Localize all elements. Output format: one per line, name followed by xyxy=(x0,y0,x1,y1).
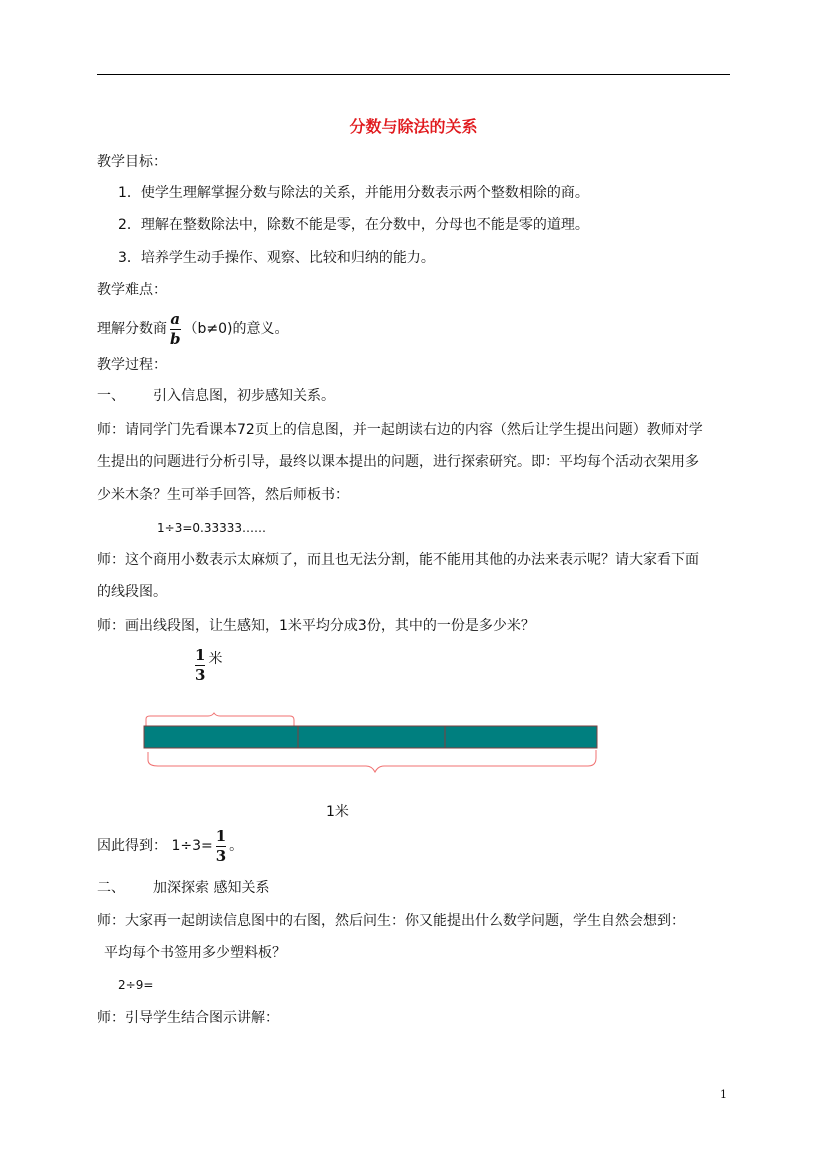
bar-segment-2 xyxy=(298,726,445,748)
process-heading: 教学过程： xyxy=(97,357,167,373)
bar-segment-3 xyxy=(445,726,597,748)
difficulty-prefix: 理解分数商 xyxy=(97,321,167,337)
paragraph-5: 平均每个书签用多少塑料板？ xyxy=(104,945,286,961)
segment-label-unit: 米 xyxy=(208,651,223,667)
section-2-heading xyxy=(97,878,269,898)
paragraph-4: 师：大家再一起朗读信息图中的右图，然后问生：你又能提出什么数学问题，学生自然会想到： xyxy=(97,913,685,929)
goal-item-3: 3．培养学生动手操作、观察、比较和归纳的能力。 xyxy=(118,250,435,266)
conclusion-fraction-num: 1 xyxy=(215,826,227,845)
goal-item-2: 2．理解在整数除法中，除数不能是零，在分数中，分母也不能是零的道理。 xyxy=(118,217,589,233)
goal-item-1: 1．使学生理解掌握分数与除法的关系，并能用分数表示两个整数相除的商。 xyxy=(118,185,589,201)
paragraph-2-line-1: 师：这个商用小数表示太麻烦了，而且也无法分割，能不能用其他的办法来表示呢？请大家看下面 xyxy=(97,552,699,568)
conclusion-fraction-den: 3 xyxy=(215,846,227,865)
fraction-numerator: a xyxy=(170,309,181,328)
goal-heading: 教学目标： xyxy=(97,154,167,170)
segment-fraction-num: 1 xyxy=(195,645,206,664)
section-2-number: 二、 xyxy=(97,880,125,896)
paragraph-1-line-3: 少米木条？生可举手回答，然后师板书： xyxy=(97,487,349,503)
conclusion-suffix: 。 xyxy=(229,838,244,854)
section-2-title: 加深探索 感知关系 xyxy=(153,880,270,896)
page-number: 1 xyxy=(720,1088,727,1101)
section-1-title: 引入信息图，初步感知关系。 xyxy=(153,388,335,404)
bottom-brace xyxy=(148,750,596,772)
paragraph-1-line-1: 师：请同学门先看课本72页上的信息图，并一起朗读右边的内容（然后让学生提出问题）教师对学 xyxy=(97,422,703,438)
equation-2: 2÷9= xyxy=(118,978,154,992)
conclusion-fraction xyxy=(215,826,227,865)
top-brace xyxy=(146,713,294,726)
conclusion-line xyxy=(97,827,243,865)
conclusion-prefix: 因此得到： 1÷3= xyxy=(97,838,213,854)
section-1-number: 一、 xyxy=(97,388,125,404)
equation-1: 1÷3=0.33333…… xyxy=(157,521,267,535)
bar-segment-1 xyxy=(144,726,298,748)
page-title: 分数与除法的关系 xyxy=(349,117,478,136)
paragraph-1-line-2: 生提出的问题进行分析引导，最终以课本提出的问题，进行探索研究。即：平均每个活动衣架用多 xyxy=(97,454,699,470)
difficulty-heading: 教学难点： xyxy=(97,282,167,298)
paragraph-6: 师：引导学生结合图示讲解： xyxy=(97,1010,279,1026)
segment-fraction-den: 3 xyxy=(195,665,206,684)
paragraph-3: 师：画出线段图，让生感知，1米平均分成3份，其中的一份是多少米？ xyxy=(97,618,535,634)
fraction-denominator: b xyxy=(170,329,181,348)
paragraph-2-line-2: 的线段图。 xyxy=(97,584,167,600)
difficulty-suffix: （b≠0)的意义。 xyxy=(183,321,289,337)
total-length-label: 1米 xyxy=(326,804,349,820)
